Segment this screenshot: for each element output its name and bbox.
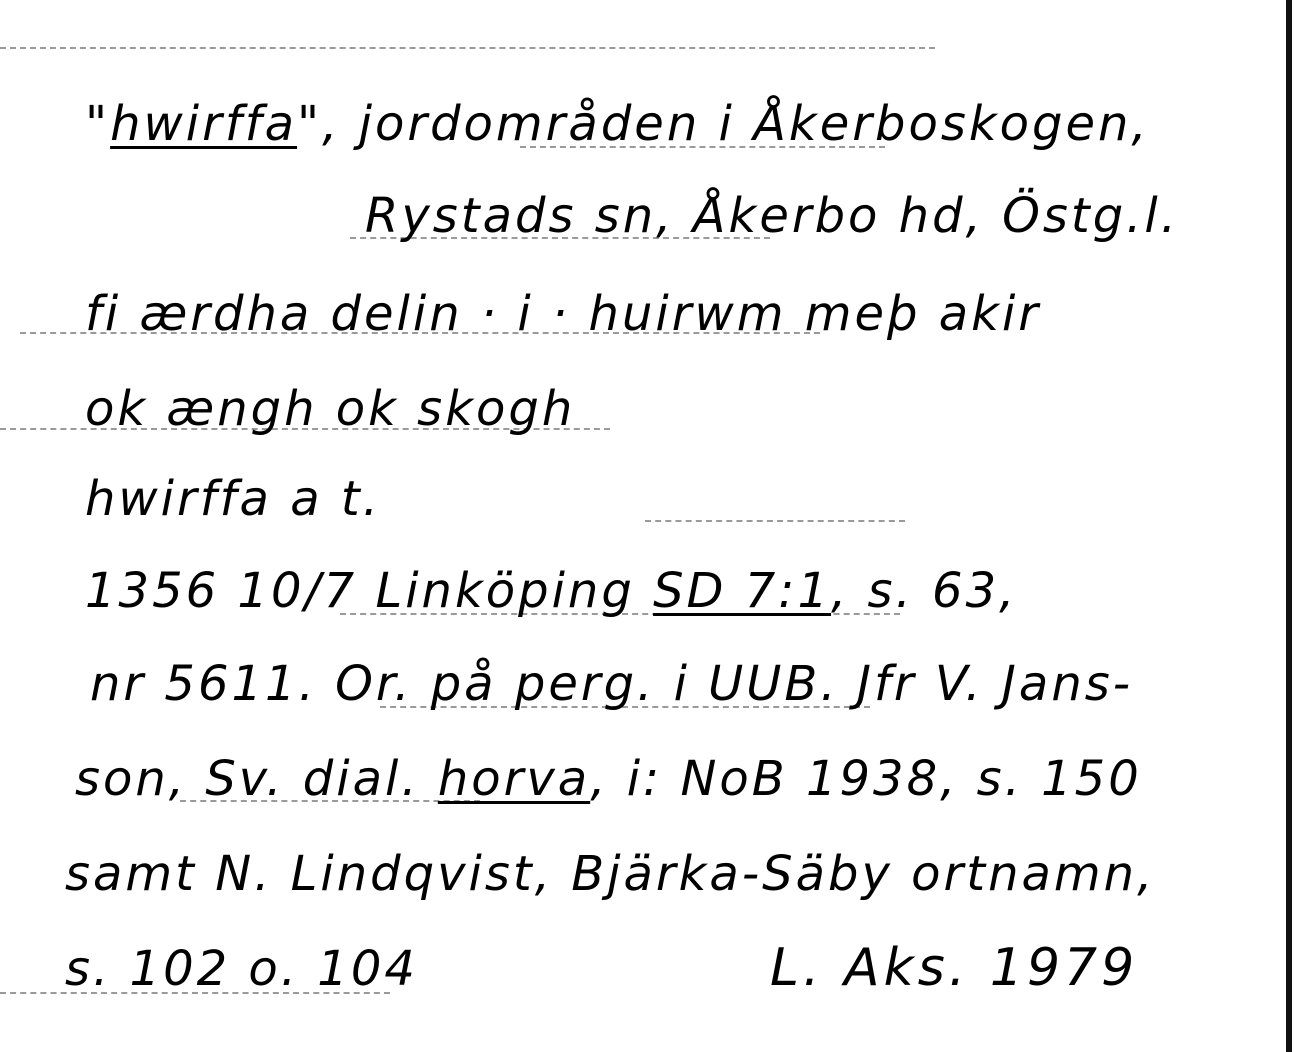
line-4-text: ok ængh ok skogh bbox=[85, 381, 576, 437]
line-7-text: nr 5611. Or. på perg. i UUB. Jfr V. Jans- bbox=[90, 656, 1134, 712]
line-9-text: samt N. Lindqvist, Bjärka-Säby ortnamn, bbox=[65, 846, 1156, 902]
line-1-open-quote: " bbox=[85, 96, 111, 152]
ruled-line bbox=[0, 47, 935, 49]
card-line-6 bbox=[85, 563, 1018, 619]
signature: L. Aks. 1979 bbox=[770, 938, 1139, 998]
line-6-text: 1356 10/7 Linköping bbox=[85, 563, 654, 619]
source-ref-underlined: SD 7:1 bbox=[653, 563, 832, 619]
line-2-text: Rystads sn, Åkerbo hd, Östg.l. bbox=[365, 188, 1180, 244]
line-6-text-end: , s. 63, bbox=[831, 563, 1018, 619]
headword-underlined: hwirffa bbox=[110, 96, 298, 152]
ruled-line bbox=[645, 520, 905, 522]
card-right-border bbox=[1286, 0, 1292, 1052]
line-8-text-end: , i: NoB 1938, s. 150 bbox=[590, 751, 1142, 807]
card-line-7 bbox=[90, 656, 1134, 712]
line-10-text: s. 102 o. 104 bbox=[65, 941, 418, 997]
line-8-text: son, Sv. dial. bbox=[75, 751, 438, 807]
card-line-10 bbox=[65, 941, 418, 997]
line-3-text: fi ærdha delin · i · huirwm meþ akir bbox=[85, 286, 1042, 342]
line-1-text: ", jordområden i Åkerboskogen, bbox=[297, 96, 1150, 152]
card-line-4 bbox=[85, 381, 576, 437]
card-line-3 bbox=[85, 286, 1042, 342]
line-5-text: hwirffa a t. bbox=[85, 471, 381, 527]
card-line-8 bbox=[75, 751, 1142, 807]
card-line-9 bbox=[65, 846, 1156, 902]
dialect-word-underlined: horva bbox=[437, 751, 591, 807]
card-line-5 bbox=[85, 471, 381, 527]
card-line-2 bbox=[365, 188, 1180, 244]
card-line-1 bbox=[85, 96, 1150, 152]
